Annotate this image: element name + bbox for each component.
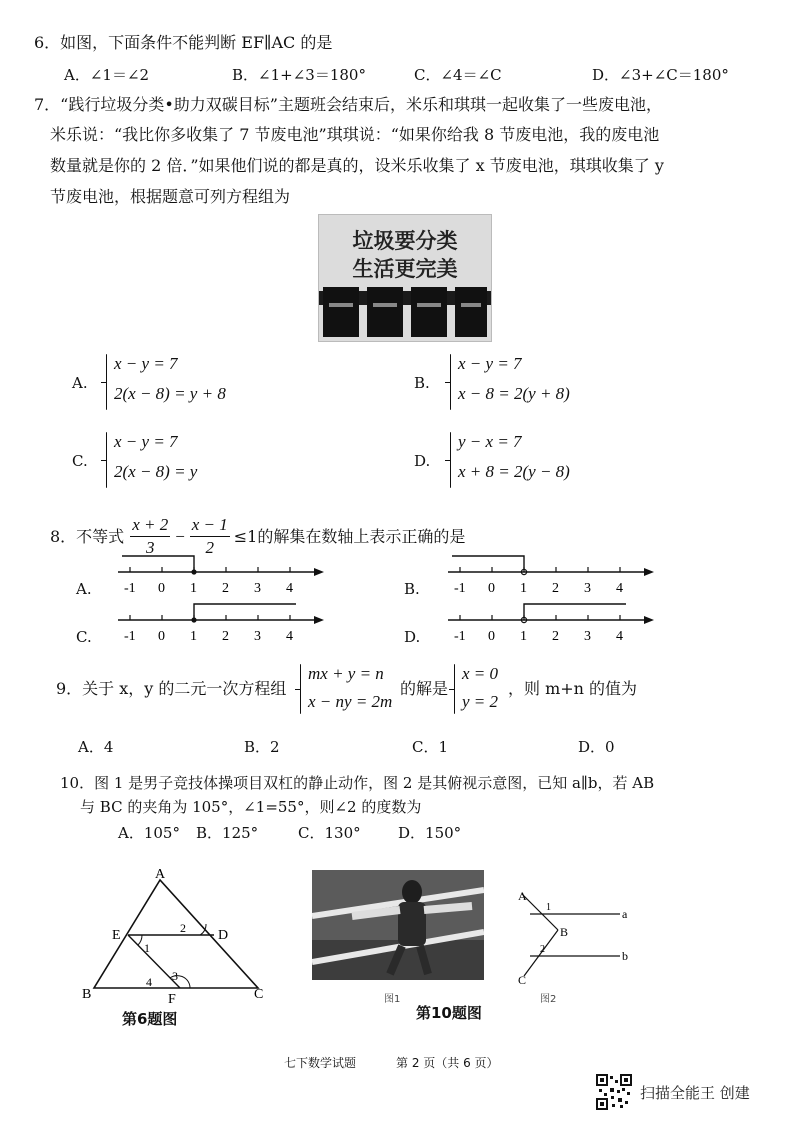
tick-label: 0: [488, 629, 495, 644]
q7-option-c-eq1: x − y = 7: [114, 432, 178, 451]
q10-option-b: B．125°: [196, 824, 259, 842]
fig6-point-b: B: [82, 987, 92, 1002]
fig6-point-a: A: [155, 867, 166, 882]
tick-label: 4: [286, 581, 293, 596]
fig10-line-b: b: [622, 949, 628, 963]
q7-option-a-eq1: x − y = 7: [114, 354, 178, 373]
q10-option-d: D．150°: [398, 824, 462, 842]
q7-poster-bins: [319, 281, 491, 341]
tick-label: 3: [254, 629, 261, 644]
q9-option-d: D．0: [578, 738, 615, 756]
q9-prefix: 9．关于 x，y 的二元一次方程组: [56, 679, 287, 698]
q7-option-c-eq2: 2(x − 8) = y: [114, 462, 198, 481]
q7-option-b-label: B.: [414, 374, 430, 392]
q7-option-a-eq2: 2(x − 8) = y + 8: [114, 384, 226, 403]
q8-prefix: 8．不等式: [50, 526, 125, 546]
q9-solution-eq1: x = 0: [462, 664, 499, 683]
q10-line-2: 与 BC 的夹角为 105°，∠1=55°，则∠2 的度数为: [80, 798, 422, 816]
q7-poster-line-2: 生活更完美: [352, 257, 458, 281]
q8-option-b-label: B.: [404, 580, 420, 598]
tick-label: -1: [124, 581, 136, 596]
tick-label: 2: [222, 629, 229, 644]
q7-option-b-eq1: x − y = 7: [458, 354, 522, 373]
tick-label: 1: [520, 629, 527, 644]
q8-option-d-label: D.: [404, 628, 421, 646]
fig6-point-c: C: [254, 987, 264, 1002]
q9-suffix: ，则 m+n 的值为: [508, 679, 638, 698]
footer-page-number: 第 2 页（共 6 页）: [396, 1056, 499, 1070]
q7-poster-image: [318, 214, 492, 342]
fig10-angle-1: 1: [546, 902, 551, 913]
fig10-point-b: B: [560, 925, 569, 939]
tick-label: 3: [254, 581, 261, 596]
q7-option-d-label: D.: [414, 452, 431, 470]
tick-label: 0: [158, 629, 165, 644]
q9-solution-brace: [454, 664, 455, 714]
tick-label: 1: [190, 581, 197, 596]
tick-label: 2: [222, 581, 229, 596]
q7-poster-line-1: 垃圾要分类: [352, 229, 458, 253]
q7-line-1: 7．“践行垃圾分类•助力双碳目标”主题班会结束后，米乐和琪琪一起收集了一些废电池，: [34, 95, 662, 114]
figure-10-img2-label: 图2: [540, 994, 557, 1005]
q8-frac1-den: 3: [145, 538, 155, 557]
fig6-point-f: F: [168, 992, 176, 1006]
tick-label: 3: [584, 581, 591, 596]
q10-option-c: C．130°: [298, 824, 361, 842]
q8-number-line-c: [112, 598, 332, 650]
tick-label: 0: [488, 581, 495, 596]
q9-system-eq1: mx + y = n: [308, 664, 384, 683]
fig6-point-d: D: [218, 928, 229, 943]
q8-minus: −: [174, 526, 186, 546]
figure-10-img1-label: 图1: [384, 994, 401, 1005]
q9-option-a: A．4: [78, 738, 114, 756]
tick-label: 4: [616, 581, 623, 596]
q7-line-4: 节废电池，根据题意可列方程组为: [50, 187, 291, 206]
q6-option-a: A．∠1＝∠2: [64, 66, 150, 84]
tick-label: 2: [552, 581, 559, 596]
q9-option-c: C．1: [412, 738, 449, 756]
fig6-angle-4: 4: [146, 975, 152, 989]
q9-system-eq2: x − ny = 2m: [308, 692, 393, 711]
q7-option-c-brace: [106, 432, 107, 488]
q8-number-line-d: [442, 598, 662, 650]
qr-code-icon: [596, 1074, 632, 1110]
figure-10-caption: 第10题图: [416, 1004, 482, 1022]
fig10-line-a: a: [622, 907, 628, 921]
tick-label: 4: [286, 629, 293, 644]
figure-6-triangle: [76, 866, 276, 1006]
tick-label: 1: [520, 581, 527, 596]
q8-option-c-label: C.: [76, 628, 92, 646]
q8-frac2-den: 2: [205, 538, 214, 557]
tick-label: 2: [552, 629, 559, 644]
q6-option-d: D．∠3+∠C＝180°: [592, 66, 729, 84]
fig6-angle-3: 3: [172, 969, 178, 983]
tick-label: 3: [584, 629, 591, 644]
q9-solution-eq2: y = 2: [462, 692, 499, 711]
q7-option-a-label: A.: [72, 374, 88, 392]
q7-line-3: 数量就是你的 2 倍．”如果他们说的都是真的，设米乐收集了 x 节废电池，琪琪收集了 y: [50, 156, 664, 175]
fig6-angle-1: 1: [144, 941, 150, 955]
q10-option-a: A．105°: [118, 824, 180, 842]
q7-option-d-eq2: x + 8 = 2(y − 8): [458, 462, 570, 481]
q8-suffix: ≤1的解集在数轴上表示正确的是: [233, 526, 466, 546]
q8-frac1-num: x + 2: [130, 514, 170, 537]
fig10-point-a: A: [518, 889, 527, 903]
q6-option-b: B．∠1+∠3＝180°: [232, 66, 366, 84]
figure-10-diagram: [512, 886, 632, 996]
q6-stem: 6．如图，下面条件不能判断 EF∥AC 的是: [34, 33, 333, 52]
q6-option-c: C．∠4＝∠C: [414, 66, 502, 84]
q9-mid: 的解是: [400, 679, 449, 698]
tick-label: -1: [454, 629, 466, 644]
figure-6-caption: 第6题图: [122, 1010, 178, 1028]
q7-option-d-brace: [450, 432, 451, 488]
fig10-point-c: C: [518, 973, 527, 987]
tick-label: -1: [124, 629, 136, 644]
tick-label: 1: [190, 629, 197, 644]
q7-option-b-eq2: x − 8 = 2(y + 8): [458, 384, 570, 403]
figure-10-photo: [312, 870, 484, 980]
tick-label: 0: [158, 581, 165, 596]
scanner-watermark: 扫描全能王 创建: [640, 1084, 750, 1102]
q7-option-d-eq1: y − x = 7: [458, 432, 522, 451]
q9-option-b: B．2: [244, 738, 280, 756]
q7-option-a-brace: [106, 354, 107, 410]
fig6-angle-2: 2: [180, 921, 186, 935]
q9-system-brace: [300, 664, 301, 714]
q10-line-1: 10．图 1 是男子竞技体操项目双杠的静止动作，图 2 是其俯视示意图，已知 a∥b，若 AB: [60, 774, 655, 792]
q8-option-a-label: A.: [76, 580, 92, 598]
q7-option-c-label: C.: [72, 452, 88, 470]
q7-line-2: 米乐说：“我比你多收集了 7 节废电池”琪琪说：“如果你给我 8 节废电池，我的废电池: [50, 125, 660, 144]
tick-label: -1: [454, 581, 466, 596]
footer-exam-title: 七下数学试题: [284, 1056, 357, 1070]
q8-number-line-a: [112, 550, 332, 602]
q7-option-b-brace: [450, 354, 451, 410]
fig10-angle-2: 2: [540, 944, 545, 955]
tick-label: 4: [616, 629, 623, 644]
fig6-point-e: E: [112, 928, 121, 943]
q8-frac2-num: x − 1: [190, 514, 230, 537]
q8-number-line-b: [442, 550, 662, 602]
